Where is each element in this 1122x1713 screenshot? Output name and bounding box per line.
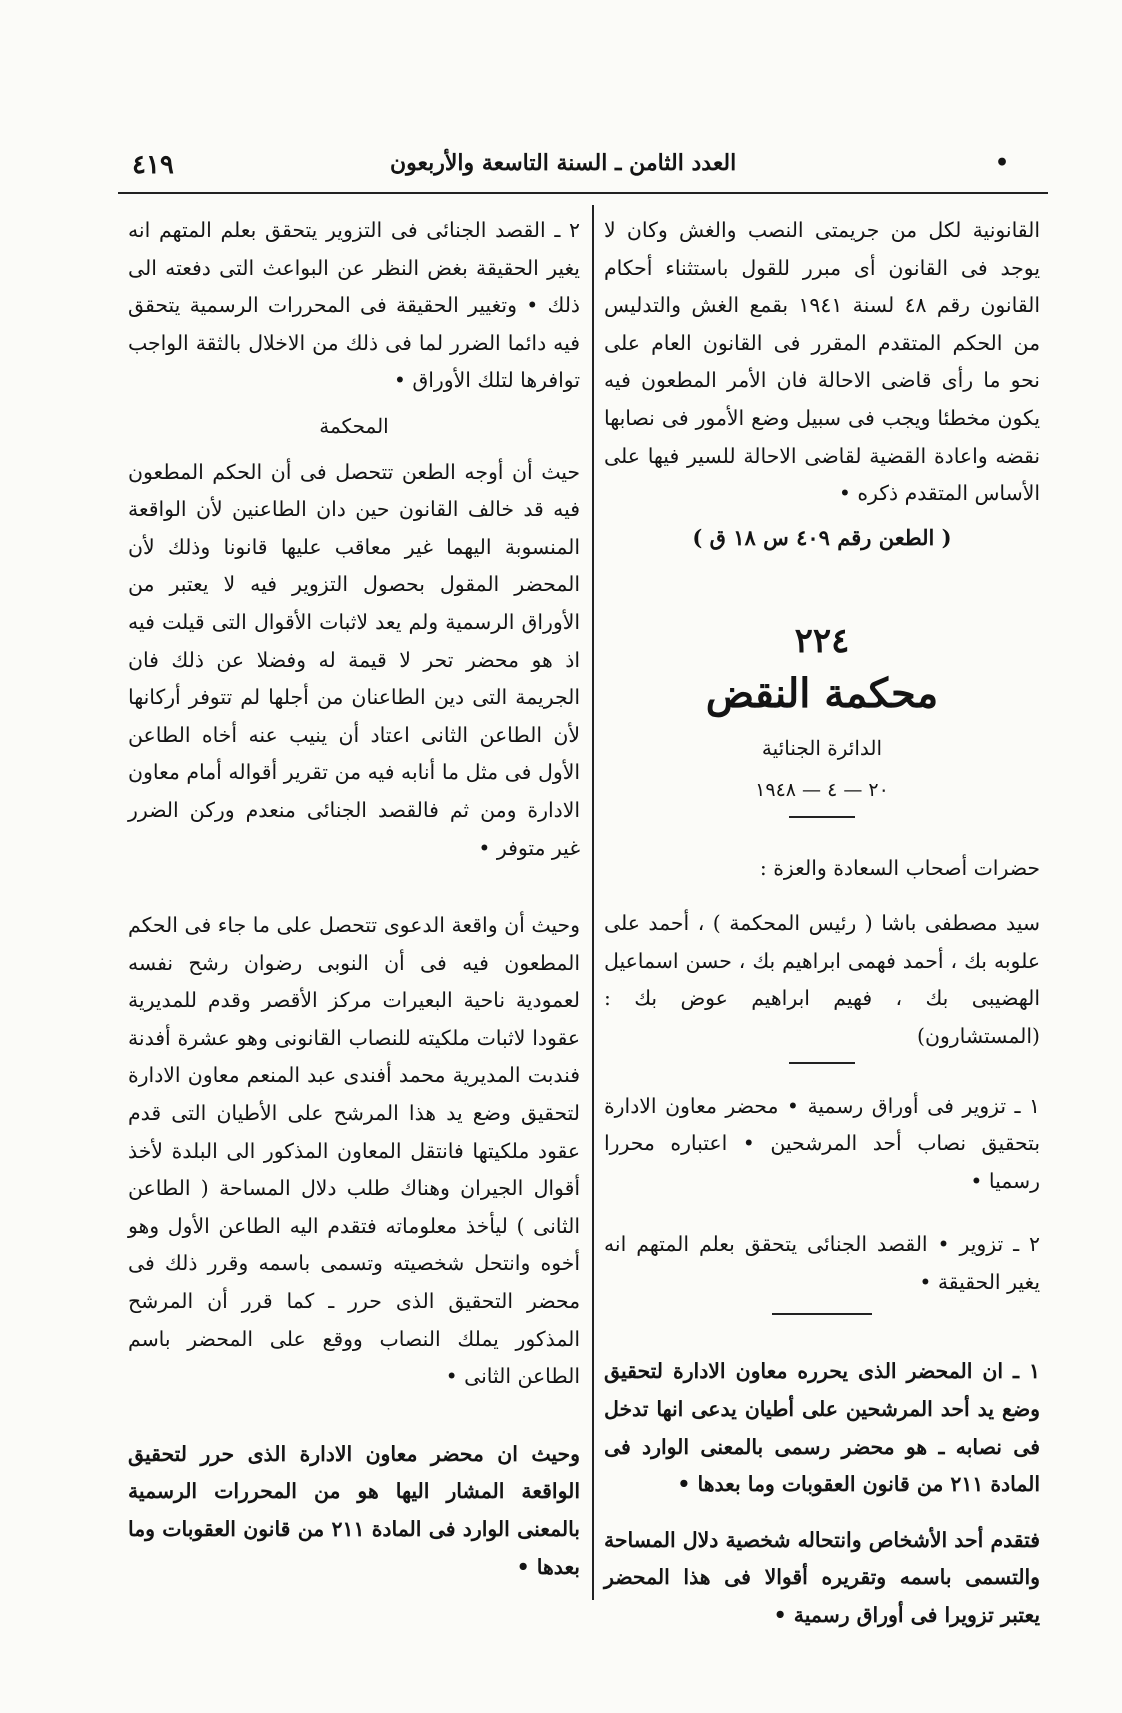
page-number: ٤١٩ [132, 150, 174, 180]
judgment-paragraph-2: وحيث أن واقعة الدعوى تتحصل على ما جاء فى الحكم المطعون فيه فى أن النوبى رضوان رشح نفسه لعمودية ناحية البعيرات مركز الأقصر وقدم للمديرية عقودا لاثبات ملكيته للنصاب القانونى وهو عشرة أفدنة فندبت المديرية محمد أفندى عبد المنعم معاون الادارة لتحقيق وضع يد هذا المرشح على الأطيان التى قدم عقود ملكيتها فانتقل المعاون المذكور الى البلدة لأخذ أقوال الجيران وهناك طلب دلال المساحة ( الطاعن الثانى ) ليأخذ معلوماته فتقدم اليه الطاعن الأول وهو أخوه وانتحل شخصيته وتسمى باسمه وقرر ذلك فى محضر التحقيق الذى حرر ـ كما قرر أن المرشح المذكور يملك النصاب ووقع على المحضر باسم الطاعن الثانى • [128, 913, 580, 1389]
principle-1: ١ ـ ان المحضر الذى يحرره معاون الادارة لتحقيق وضع يد أحد المرشحين على أطيان يدعى انها تدخل فى نصابه ـ هو محضر رسمى بالمعنى الوارد فى المادة ٢١١ من قانون العقوبات وما بعدها • [604, 1359, 1040, 1497]
case-number: ٢٢٤ [794, 621, 850, 662]
divider-medium [772, 1313, 872, 1315]
principle-2: ٢ ـ القصد الجنائى فى التزوير يتحقق بعلم المتهم انه يغير الحقيقة بغض النظر عن البواعث التى دفعته الى ذلك • وتغيير الحقيقة فى المحررات الرسمية يتحقق فيه دائما الضرر لما فى ذلك من الاخلال بالثقة الواجب توافرها لتلك الأوراق • [128, 218, 580, 393]
column-divider [592, 205, 594, 1600]
right-column [604, 212, 1040, 1635]
court-heading: المحكمة [319, 413, 389, 438]
left-column [128, 212, 580, 1586]
divider-short [789, 1062, 855, 1064]
header-dot: • [995, 150, 1010, 176]
judgment-paragraph-1: حيث أن أوجه الطعن تتحصل فى أن الحكم المطعون فيه قد خالف القانون حين دان الطاعنين لأن الواقعة المنسوبة اليهما غير معاقب عليها قانونا وذلك لأن المحضر المقول بحصول التزوير فيه لا يعتبر من الأوراق الرسمية ولم يعد لاثبات الأقوال التى قيلت فيه اذ هو محضر تحر لا قيمة له وفضلا عن ذلك فان الجريمة التى دين الطاعنان من أجلها لم تتوفر أركانها لأن الطاعن الثانى اعتاد أن ينيب عنه أخاه الطاعن الأول فى مثل ما أنابه فيه من تقرير أقواله أمام معاون الادارة ومن ثم فالقصد الجنائى منعدم وركن الضرر غير متوفر • [128, 459, 580, 860]
ruling-reference: ( الطعن رقم ٤٠٩ س ١٨ ق ) [692, 524, 952, 550]
judgment-paragraph-3: وحيث ان محضر معاون الادارة الذى حرر لتحقيق الواقعة المشار اليها هو من المحررات الرسمية بالمعنى الوارد فى المادة ٢١١ من قانون العقوبات وما بعدها • [128, 1441, 580, 1579]
divider-short [789, 816, 855, 818]
attendance-title: حضرات أصحاب السعادة والعزة : [759, 855, 1040, 880]
header-title: العدد الثامن ـ السنة التاسعة والأربعون [390, 150, 737, 176]
headnote-1: ١ ـ تزوير فى أوراق رسمية • محضر معاون الادارة بتحقيق نصاب أحد المرشحين • اعتباره محررا رسميا • [604, 1093, 1040, 1193]
court-name: محكمة النقض [705, 670, 939, 718]
circuit-name: الدائرة الجنائية [761, 736, 883, 761]
ruling-date: ٢٠ — ٤ — ١٩٤٨ [755, 778, 889, 801]
headnote-2: ٢ ـ تزوير • القصد الجنائى يتحقق بعلم المتهم انه يغير الحقيقة • [604, 1232, 1040, 1294]
header-rule [118, 192, 1048, 194]
paragraph-continuation: القانونية لكل من جريمتى النصب والغش وكان لا يوجد فى القانون أى مبرر للقول باستثناء أحكام القانون رقم ٤٨ لسنة ١٩٤١ بقمع الغش والتدليس من الحكم المتقدم المقرر فى القانون العام على نحو ما رأى قاضى الاحالة فان الأمر المطعون فيه يكون مخطئا ويجب فى سبيل وضع الأمور فى نصابها نقضه واعادة القضية لقاضى الاحالة للسير فيها على الأساس المتقدم ذكره • [604, 218, 1041, 506]
judges-list: سيد مصطفى باشا ( رئيس المحكمة ) ، أحمد على علوبه بك ، أحمد فهمى ابراهيم بك ، حسن اسماعيل الهضيبى بك ، فهيم ابراهيم عوض بك : (المستشارون) [604, 911, 1040, 1048]
principle-1-continued: فتقدم أحد الأشخاص وانتحاله شخصية دلال المساحة والتسمى باسمه وتقريره أقوالا فى هذا المحضر يعتبر تزويرا فى أوراق رسمية • [604, 1527, 1040, 1628]
